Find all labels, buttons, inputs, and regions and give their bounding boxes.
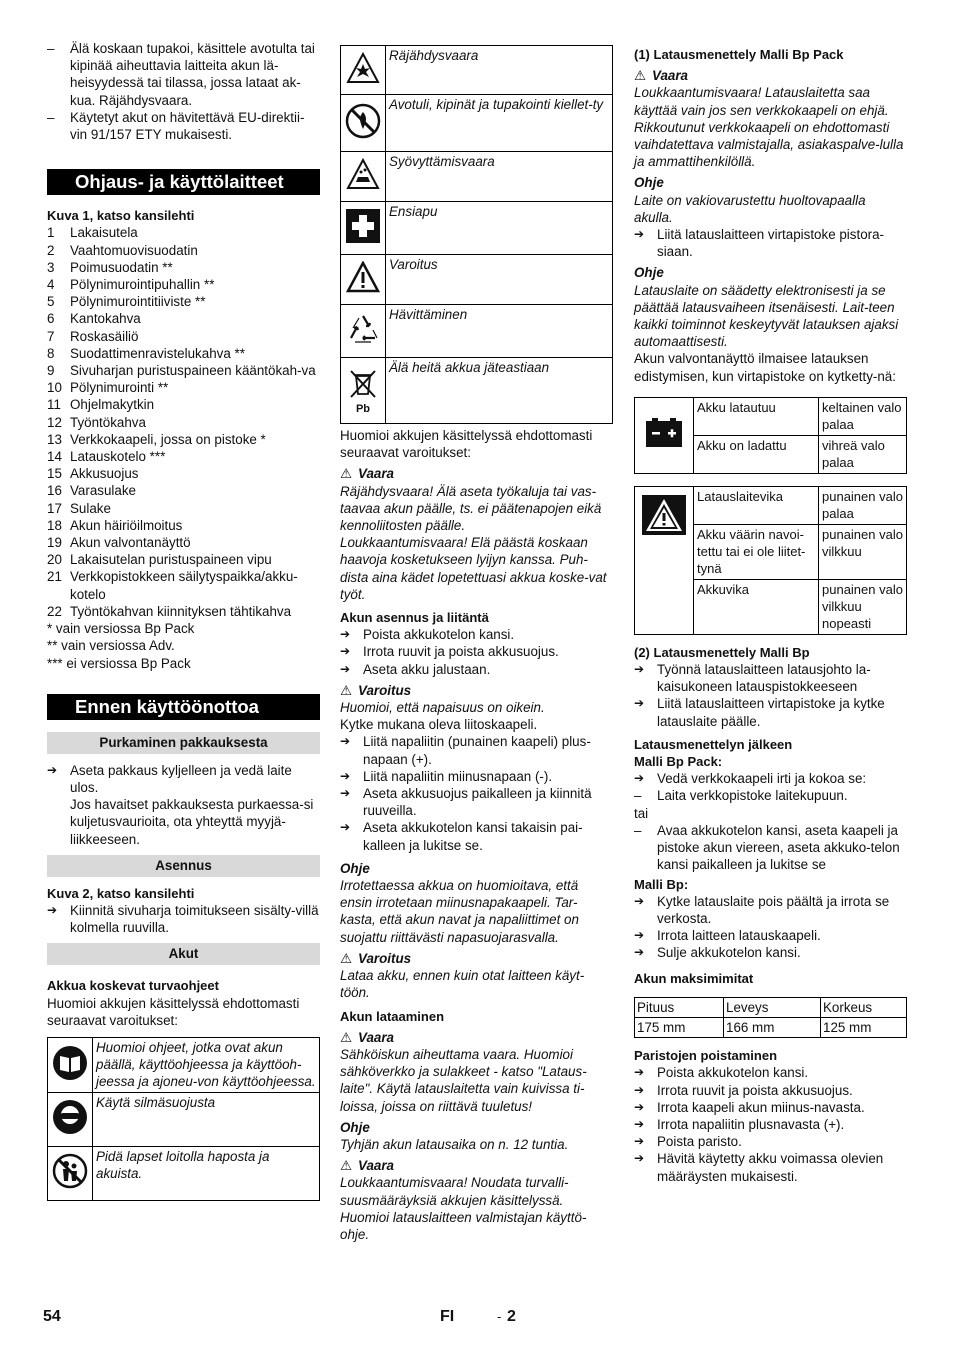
parts-list-item: [47, 448, 320, 465]
warning-label: ⚠ Varoitus: [340, 682, 412, 698]
item-number: 8: [47, 345, 55, 361]
item-number: 18: [47, 517, 62, 533]
item-number: 20: [47, 552, 62, 568]
cable-text: Kytke mukana oleva liitoskaapeli.: [340, 717, 538, 733]
parts-list-item: [47, 242, 320, 259]
dash-item: – Avaa akkukotelon kansi, aseta kaapeli ja pistoke akun viereen, aseta akkuko-telon kansi paikalleen ja lukitse se: [634, 822, 907, 874]
parts-list-item: [47, 500, 320, 517]
item-number: 19: [47, 535, 62, 551]
warning-triangle-icon: ⚠: [340, 682, 353, 698]
warning-triangle-icon: ⚠: [340, 1158, 353, 1174]
instruction-step: ➔ Liitä napaliitin miinusnapaan (-).: [340, 768, 613, 785]
figure-ref: Kuva 2, katso kansilehti: [47, 885, 195, 901]
instruction-step: ➔ Liitä napaliitin (punainen kaapeli) plus-napaan (+).: [340, 733, 613, 767]
item-number: 7: [47, 328, 55, 344]
item-number: 3: [47, 259, 55, 275]
item-number: 22: [47, 603, 62, 619]
symbol-text: Hävittäminen: [386, 305, 613, 358]
item-number: 14: [47, 449, 62, 465]
instruction-step: ➔ Kytke latauslaite pois päältä ja irrota se verkosta.: [634, 893, 907, 927]
column-3: [634, 46, 907, 1185]
subsection-unpacking: Purkaminen pakkauksesta: [47, 732, 320, 754]
led-table-charging: [634, 397, 907, 474]
parts-list-item: [47, 482, 320, 499]
no-fire-icon: [341, 95, 386, 152]
after-title: Latausmenettelyn jälkeen: [634, 736, 793, 752]
instruction-step: ➔ Hävitä käytetty akku voimassa olevien määräysten mukaisesti.: [634, 1150, 907, 1184]
safety-intro: Huomioi akkujen käsittelyssä ehdottomasti seuraavat varoitukset:: [47, 995, 300, 1028]
led-light: vihreä valo palaa: [819, 435, 907, 473]
symbol-text: Varoitus: [386, 255, 613, 305]
dims-header: Leveys: [724, 997, 821, 1017]
led-state: Akku väärin navoi-tettu tai ei ole liitet-tynä: [694, 524, 819, 579]
led-state: Latauslaitevika: [694, 486, 819, 524]
item-label: Verkkokaapeli, jossa on pistoke *: [70, 431, 266, 447]
intro-item: – Käytetyt akut on hävitettävä EU-direktii-vin 91/157 ETY mukaisesti.: [47, 109, 320, 143]
recycle-icon: [341, 305, 386, 358]
symbol-text: Avotuli, kipinät ja tupakointi kiellet-ty: [386, 95, 613, 152]
warning-label: ⚠ Vaara: [340, 1029, 395, 1045]
dims-value: 166 mm: [724, 1017, 821, 1037]
section-title-controls: Ohjaus- ja käyttölaitteet: [47, 169, 320, 195]
goggles-icon: [48, 1092, 93, 1146]
parts-list-item: [47, 293, 320, 310]
model-label: Malli Bp:: [634, 876, 689, 892]
instruction-step: ➔ Sulje akkukotelon kansi.: [634, 944, 907, 961]
warning-icon: [341, 255, 386, 305]
item-label: Kantokahva: [70, 311, 141, 327]
item-label: Ohjelmakytkin: [70, 397, 155, 413]
item-number: 6: [47, 311, 55, 327]
column-1: [47, 40, 320, 1201]
item-label: Akkusuojus: [70, 466, 139, 482]
symbol-text: Pidä lapset loitolla haposta ja akuista.: [93, 1146, 320, 1200]
instruction-step: ➔ Poista akkukotelon kansi.: [634, 1064, 907, 1081]
no-bin-icon: [341, 358, 386, 424]
footnote: ** vain versiossa Adv.: [47, 638, 175, 654]
dims-value: 175 mm: [635, 1017, 724, 1037]
parts-list-item: [47, 414, 320, 431]
warning-text: Räjähdysvaara! Älä aseta työkaluja tai vas-taavaa akun päälle, ts. ei päätenapojen eikä kennoliitosten päälle.: [340, 483, 602, 534]
proc1-title: (1) Latausmenettely Malli Bp Pack: [634, 47, 844, 62]
item-label: Vaahtomuovisuodatin: [70, 242, 198, 258]
parts-list-item: [47, 224, 320, 241]
instruction-step: ➔ Vedä verkkokaapeli irti ja kokoa se:: [634, 770, 907, 787]
item-label: Akun valvontanäyttö: [70, 535, 191, 551]
instruction-step: ➔ Kiinnitä sivuharja toimitukseen sisälty-villä kolmella ruuvilla.: [47, 902, 320, 936]
dims-table: [634, 997, 907, 1038]
led-state: Akkuvika: [694, 579, 819, 634]
item-label: Sivuharjan puristuspaineen kääntökah-va: [70, 363, 316, 379]
parts-list-item: [47, 310, 320, 327]
parts-list-item: [47, 431, 320, 448]
warning-triangle-icon: ⚠: [340, 950, 353, 966]
parts-list-item: [47, 345, 320, 362]
safety-title: Akkua koskevat turvaohjeet: [47, 978, 219, 994]
note-label: Ohje: [340, 1119, 370, 1135]
item-label: Latauskotelo ***: [70, 449, 166, 465]
symbol-text: Älä heitä akkua jäteastiaan: [386, 358, 613, 424]
instruction-step: ➔ Aseta akku jalustaan.: [340, 661, 613, 678]
item-label: Työntökahvan kiinnityksen tähtikahva: [70, 603, 292, 619]
battery-icon: [635, 397, 694, 473]
symbol-text: Syövyttämisvaara: [386, 152, 613, 202]
item-label: Pölynimurointitiiviste **: [70, 294, 206, 310]
symbol-text: Huomioi ohjeet, jotka ovat akun päällä, käyttöohjeessa ja käyttöoh-jeessa ja ajoneu-von käyttöohjeessa.: [93, 1037, 320, 1092]
warning-text: Loukkaantumisvaara! Latauslaitetta saa käyttää vain jos sen verkkokaapeli on ehjä. Rikkoutunut verkkokaapeli on ehdottomasti vaihdatettava valmistajalla, asiakaspalve-lulla ja ammattihenkilöllä.: [634, 85, 904, 170]
warning-label: ⚠ Vaara: [340, 1158, 395, 1174]
children-icon: [48, 1146, 93, 1200]
subsection-batteries: Akut: [47, 943, 320, 965]
item-number: 9: [47, 363, 55, 379]
item-label: Lakaisutela: [70, 225, 138, 241]
item-number: 21: [47, 569, 62, 585]
warning-text: Lataa akku, ennen kuin otat laitteen käyt-töön.: [340, 968, 585, 1001]
item-number: 2: [47, 242, 55, 258]
after-table-text: Huomioi akkujen käsittelyssä ehdottomasti seuraavat varoitukset:: [340, 428, 593, 461]
parts-list-item: [47, 534, 320, 551]
instruction-step: ➔ Irrota laitteen latauskaapeli.: [634, 927, 907, 944]
item-label: Pölynimurointipuhallin **: [70, 277, 215, 293]
explosion-icon: [341, 46, 386, 95]
led-light: keltainen valo palaa: [819, 397, 907, 435]
parts-list-item: [47, 517, 320, 534]
footer-separator: -: [497, 1309, 502, 1324]
figure-ref: Kuva 1, katso kansilehti: [47, 208, 195, 224]
warning-triangle-icon: ⚠: [634, 68, 647, 84]
parts-list-item: [47, 379, 320, 396]
item-number: 4: [47, 277, 55, 293]
subsection-assembly: Asennus: [47, 855, 320, 877]
warning-text: Sähköiskun aiheuttama vaara. Huomioi sähköverkko ja sulakkeet - katso "Lataus-laite". Käytä latauslaitetta vain kuivissa ti-loissa, joissa on riittävä tuuletus!: [340, 1046, 587, 1114]
symbol-text: Räjähdysvaara: [386, 46, 613, 95]
item-number: 12: [47, 414, 62, 430]
or-text: tai: [634, 805, 649, 821]
fault-warning-icon: [635, 486, 694, 634]
item-label: Poimusuodatin **: [70, 259, 173, 275]
led-state: Akku on ladattu: [694, 435, 819, 473]
monitor-text: Akun valvontanäyttö ilmaisee latauksen edistymisen, kun virtapistoke on kytketty-nä:: [634, 351, 896, 384]
instruction-step: ➔ Työnnä latauslaitteen latausjohto la-kaisukoneen latauspistokkeeseen: [634, 661, 907, 695]
note-label: Ohje: [634, 175, 664, 191]
note-text: Tyhjän akun latausaika on n. 12 tuntia.: [340, 1136, 569, 1152]
unpack-note: Jos havaitset pakkauksesta purkaessa-si kuljetusvaurioita, ota yhteyttä myyjä-liikkeeseen.: [70, 797, 314, 847]
instruction-step: ➔ Liitä latauslaitteen virtapistoke pistora-siaan.: [634, 226, 907, 260]
warning-triangle-icon: ⚠: [340, 466, 353, 482]
parts-list-item: [47, 362, 320, 379]
instruction-step: ➔ Poista paristo.: [634, 1133, 907, 1150]
item-number: 15: [47, 466, 62, 482]
instruction-step: ➔ Aseta akkukotelon kansi takaisin pai-kalleen ja lukitse se.: [340, 819, 613, 853]
pb-label: Pb: [355, 403, 371, 416]
item-label: Suodattimenravistelukahva **: [70, 345, 245, 361]
instruction-step: ➔ Liitä latauslaitteen virtapistoke ja kytke latauslaite päälle.: [634, 695, 907, 729]
item-number: 1: [47, 225, 55, 241]
item-label: Akun häiriöilmoitus: [70, 517, 183, 533]
note-label: Ohje: [634, 265, 664, 281]
note-label: Ohje: [340, 860, 370, 876]
instruction-step: ➔ Aseta pakkaus kyljelleen ja vedä laite ulos.: [47, 762, 320, 796]
symbol-text: Ensiapu: [386, 202, 613, 255]
item-number: 11: [47, 397, 61, 413]
warning-text: Huomioi, että napaisuus on oikein.: [340, 700, 545, 716]
parts-list-item: [47, 603, 320, 620]
intro-item: – Älä koskaan tupakoi, käsittele avotulta tai kipinää aiheuttavia laitteita akun lä-heisyydessä tai tilassa, jossa lataat ak-kua. Räjähdysvaara.: [47, 40, 320, 109]
parts-list-item: [47, 568, 320, 602]
item-number: 16: [47, 483, 62, 499]
parts-list-item: [47, 259, 320, 276]
led-light: punainen valo palaa: [819, 486, 907, 524]
first-aid-icon: [341, 202, 386, 255]
footnote: * vain versiossa Bp Pack: [47, 621, 195, 637]
led-light: punainen valo vilkkuu nopeasti: [819, 579, 907, 634]
section-number: 2: [507, 1308, 516, 1325]
item-label: Verkkopistokkeen säilytyspaikka/akku-kotelo: [70, 569, 298, 602]
item-number: 10: [47, 380, 62, 396]
charge-title: Akun lataaminen: [340, 1008, 445, 1024]
symbol-table-1: [47, 1037, 320, 1201]
section-title-before-use: Ennen käyttöönottoa: [47, 694, 320, 720]
warning-text: Loukkaantumisvaara! Elä päästä koskaan haavoja kosketukseen lyijyn kanssa. Puh-dista aina kädet lopetettuasi akkua koske-vat työt.: [340, 535, 607, 602]
dims-title: Akun maksimimitat: [634, 970, 754, 986]
page-number: 54: [43, 1308, 61, 1325]
instruction-step: ➔ Irrota napaliitin plusnavasta (+).: [634, 1116, 907, 1133]
instruction-step: ➔ Irrota kaapeli akun miinus-navasta.: [634, 1099, 907, 1116]
item-label: Lakaisutelan puristuspaineen vipu: [70, 552, 272, 568]
dims-header: Korkeus: [821, 997, 907, 1017]
note-text: Irrotettaessa akkua on huomioitava, että ensin irrotetaan miinusnapakaapeli. Tar-kasta, että akun navat ja napaliittimet on suojattu riittävästi napasuojarasvalla.: [340, 878, 579, 945]
warning-label: ⚠ Vaara: [634, 68, 689, 84]
model-label: Malli Bp Pack:: [634, 754, 723, 770]
dims-value: 125 mm: [821, 1017, 907, 1037]
column-2: [340, 45, 613, 1243]
instruction-step: ➔ Irrota ruuvit ja poista akkusuojus.: [340, 643, 613, 660]
footnote: *** ei versiossa Bp Pack: [47, 655, 191, 671]
parts-list-item: [47, 465, 320, 482]
instruction-step: ➔ Aseta akkusuojus paikalleen ja kiinnitä ruuveilla.: [340, 785, 613, 819]
led-table-fault: [634, 486, 907, 635]
item-number: 13: [47, 431, 62, 447]
warning-label: ⚠ Vaara: [340, 466, 395, 482]
item-label: Työntökahva: [70, 414, 146, 430]
instruction-step: ➔ Irrota ruuvit ja poista akkusuojus.: [634, 1082, 907, 1099]
item-label: Roskasäiliö: [70, 328, 139, 344]
note-text: Latauslaite on säädetty elektronisesti ja se päättää latausvaiheen itsenäisesti. Lait-teen kaikki toiminnot keskeytyvät latauksen ajaksi automaattisesti.: [634, 282, 899, 350]
led-light: punainen valo vilkkuu: [819, 524, 907, 579]
dims-header: Pituus: [635, 997, 724, 1017]
warning-text: Loukkaantumisvaara! Noudata turvalli-suusmääräyksiä akkujen käsittelyssä. Huomioi latauslaitteen valmistajan käyttö-ohje.: [340, 1175, 587, 1242]
item-label: Pölynimurointi **: [70, 380, 169, 396]
symbol-table-2: [340, 45, 613, 424]
warning-triangle-icon: ⚠: [340, 1029, 353, 1045]
item-label: Varasulake: [70, 483, 136, 499]
item-label: Sulake: [70, 500, 111, 516]
manual-icon: [48, 1037, 93, 1092]
parts-list-item: [47, 276, 320, 293]
proc2-title: (2) Latausmenettely Malli Bp: [634, 644, 810, 660]
symbol-text: Käytä silmäsuojusta: [93, 1092, 320, 1146]
parts-list-item: [47, 328, 320, 345]
parts-list-item: [47, 396, 320, 413]
item-number: 17: [47, 500, 62, 516]
warning-label: ⚠ Varoitus: [340, 950, 412, 966]
language-code: FI: [440, 1308, 455, 1325]
note-text: Laite on vakiovarustettu huoltovapaalla akulla.: [634, 192, 866, 225]
parts-list: [47, 224, 320, 620]
corrosive-icon: [341, 152, 386, 202]
install-title: Akun asennus ja liitäntä: [340, 610, 489, 626]
instruction-step: ➔ Poista akkukotelon kansi.: [340, 626, 613, 643]
remove-title: Paristojen poistaminen: [634, 1048, 778, 1064]
parts-list-item: [47, 551, 320, 568]
item-number: 5: [47, 294, 55, 310]
dash-item: – Laita verkkopistoke laitekupuun.: [634, 787, 907, 804]
led-state: Akku latautuu: [694, 397, 819, 435]
